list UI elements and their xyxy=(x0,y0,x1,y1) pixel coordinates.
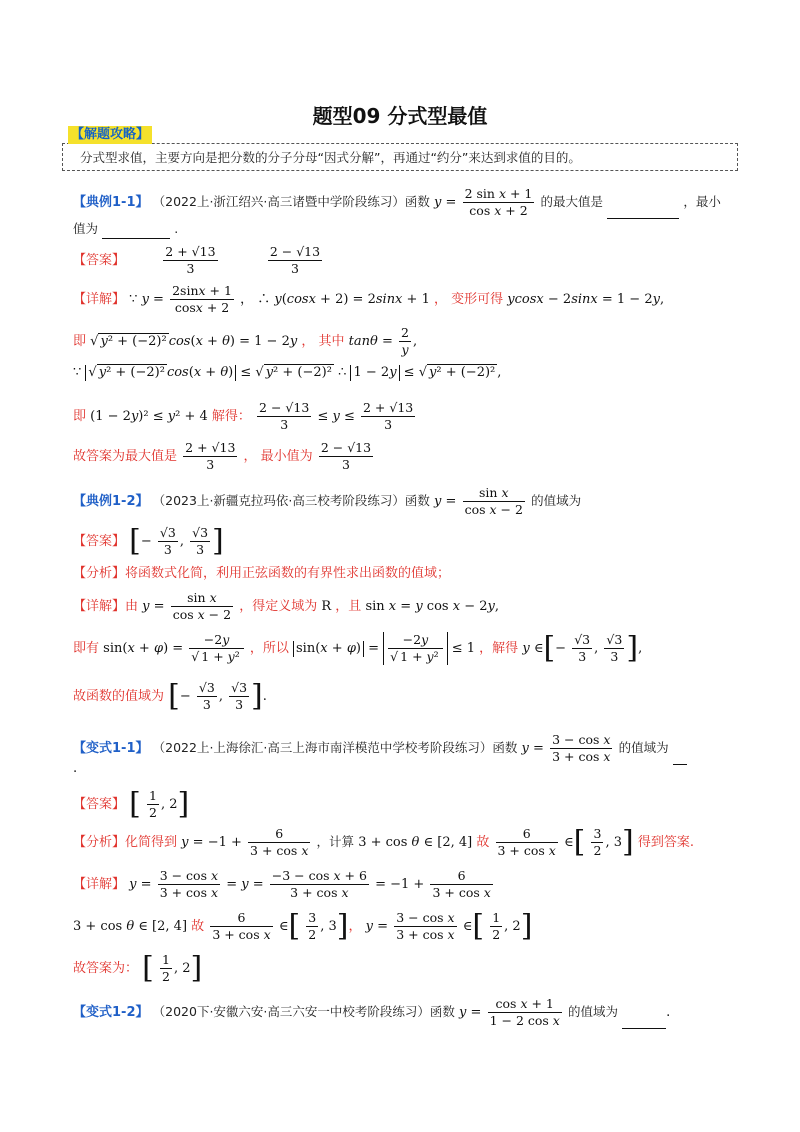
var1-tag: 【变式1-1】 xyxy=(73,741,149,756)
ex1-final: 故答案为最大值是 $\frac{2 + √13}{3}$ ， 最小值为 $\frac{2 - √13}{3}$ xyxy=(73,440,372,472)
var1-answer: 【答案】 [ $\frac{1}{2}$ , 2] xyxy=(73,786,190,822)
ex2-answer: 【答案】 [− $\frac{√3}{3}$ , $\frac{√3}{3}$ ] xyxy=(73,523,224,559)
ex2-detail-2: 即有 sin(x + φ) = $\frac{-2y}{\text{√ 1 + y²}}$ ，所以 sin(x + φ) = $\frac{-2y}{\text{√ 1 + y²}}$ ≤ 1 ，解得 y ∈[− $\frac{√3}{3}$ , $\frac{√3}{3}$ ], xyxy=(73,630,643,666)
ex2-final-text: 故函数的值域为 xyxy=(73,689,165,704)
ex1-answer: 【答案】 $\frac{2 + √13}{3}$ $\frac{2 - √13}{3}$ xyxy=(73,244,321,276)
var1-blank xyxy=(673,750,687,765)
ex1-question: 【典例1-1】 （2022上·浙江绍兴·高三诸暨中学阶段练习）函数 y = $\frac{\text{2 sin x + 1}}{\text{cos x + 2}}$ 的最大值是 ，最小 xyxy=(73,186,721,218)
tip-text: 分式型求值，主要方向是把分数的分子分母“因式分解”，再通过“约分”来达到求值的目的。 xyxy=(80,150,581,165)
var1-detail-1: 【详解】 y = $\frac{\text{3 − cos x}}{\text{3 + cos x}}$ = y = $\frac{\text{−3 − cos x + 6}}{\text{3 + cos x}}$ = −1 + $\frac{6}{\text{3 + cos x}}$ xyxy=(73,868,491,900)
var1-question: 【变式1-1】 （2022上·上海徐汇·高三上海市南洋模范中学校考阶段练习）函数 y = $\frac{\text{3 − cos x}}{\text{3 + cos x}}$ 的值域为 xyxy=(73,732,687,765)
ex1-answer-tag: 【答案】 xyxy=(73,253,126,268)
ex2-detail-2b: ，所以 xyxy=(249,641,289,656)
var1-answer-tag: 【答案】 xyxy=(73,797,126,812)
var2-question: 【变式1-2】 （2020下·安徽六安·高三六安一中校考阶段练习）函数 y = $\frac{\text{cos x + 1}}{\text{1 − 2 cos x}}$ 的值域为 . xyxy=(73,996,671,1028)
var2-source: （2020下·安徽六安·高三六安一中校考阶段练习）函数 xyxy=(152,1004,455,1019)
ex2-analysis xyxy=(73,565,450,583)
var1-q-end: 的值域为 xyxy=(618,740,669,755)
ex1-q-mid: 的最大值是 xyxy=(540,194,604,209)
ex2-detail-1: 【详解】由 y = $\frac{\text{sin x}}{\text{cos x − 2}}$ ，得定义域为 R ，且 sin x = y cos x − 2y, xyxy=(73,590,499,622)
ex1-question-line2 xyxy=(73,220,178,239)
ex2-detail-tag: 【详解】 xyxy=(73,599,126,614)
var1-detail-2a: 故 xyxy=(191,919,205,934)
var2-blank xyxy=(622,1014,666,1029)
ex1-detail-1-text: 变形可得 xyxy=(451,292,504,307)
ex1-blank-max xyxy=(607,204,679,219)
ex1-formula: $\frac{\text{2 sin x + 1}}{\text{cos x + 2}}$ xyxy=(464,186,533,218)
var1-detail-tag: 【详解】 xyxy=(73,877,126,892)
ex1-detail-2-mid: 其中 xyxy=(318,334,345,349)
ex1-detail-tag: 【详解】 xyxy=(73,292,126,307)
var1-final-text: 故答案为： xyxy=(73,961,139,976)
page-title: 题型09 分式型最值 xyxy=(312,104,488,128)
var1-dot: . xyxy=(73,761,78,776)
ex2-final: 故函数的值域为 [− $\frac{√3}{3}$ , $\frac{√3}{3}$ ]. xyxy=(73,678,267,714)
ex2-detail-2c: ，解得 xyxy=(479,641,519,656)
ex1-blank-min xyxy=(102,224,170,239)
ex1-q-end3: . xyxy=(174,221,179,236)
var1-analysis-a: 化简得到 xyxy=(125,835,178,850)
var2-tag: 【变式1-2】 xyxy=(73,1005,149,1020)
ex1-source: （2022上·浙江绍兴·高三诸暨中学阶段练习）函数 xyxy=(152,194,430,209)
var1-detail-2: 3 + cos θ ∈ [2, 4] 故 $\frac{6}{\text{3 + cos x}}$ ∈[ $\frac{3}{2}$ , 3]， y = $\frac{\text{3 − cos x}}{\text{3 + cos x}}$ ∈[ $\frac{1}{2}$ , 2] xyxy=(73,908,533,944)
ex2-question: 【典例1-2】 （2023上·新疆克拉玛依·高三校考阶段练习）函数 y = $\frac{\text{sin x}}{\text{cos x − 2}}$ 的值域为 xyxy=(73,485,582,517)
var1-source: （2022上·上海徐汇·高三上海市南洋模范中学校考阶段练习）函数 xyxy=(152,740,518,755)
ex1-detail-2: 即 √ y² + (−2)² cos(x + θ) = 1 − 2y ， 其中 tanθ = $\frac{2}{y}$ , xyxy=(73,325,418,357)
var1-analysis-b: ，计算 xyxy=(316,834,355,849)
ex2-detail-1a: 由 xyxy=(125,599,139,614)
var1-analysis-c: 故 xyxy=(476,835,490,850)
ex1-detail-4: 即 (1 − 2y)² ≤ y² + 4 解得： $\frac{2 - √13}{3}$ ≤ y ≤ $\frac{2 + √13}{3}$ xyxy=(73,400,414,432)
ex1-detail-2-pre: 即 xyxy=(73,334,87,349)
ex1-final-mid: ， 最小值为 xyxy=(243,449,313,464)
ex2-detail-2a: 即有 xyxy=(73,641,100,656)
ex2-source: （2023上·新疆克拉玛依·高三校考阶段练习）函数 xyxy=(152,493,430,508)
ex1-tag: 【典例1-1】 xyxy=(73,195,149,210)
ex1-detail-4-mid: 解得： xyxy=(211,409,251,424)
ex2-analysis-tag: 【分析】 xyxy=(73,566,126,581)
var1-analysis-tag: 【分析】 xyxy=(73,835,126,850)
ex2-detail-1b: ，得定义域为 xyxy=(239,599,318,614)
var2-q-end: 的值域为 xyxy=(568,1004,619,1019)
ex1-q-end1: ，最小 xyxy=(683,194,721,209)
ex1-q-end2: 值为 xyxy=(73,221,99,236)
ex1-detail-4-pre: 即 xyxy=(73,409,87,424)
ex1-final-pre: 故答案为最大值是 xyxy=(73,449,178,464)
var1-final: 故答案为： [ $\frac{1}{2}$ , 2] xyxy=(73,950,203,986)
ex2-analysis-text: 将函数式化简，利用正弦函数的有界性求出函数的值域； xyxy=(125,566,451,581)
ex1-detail-3: ∵ √ y² + (−2)² cos(x + θ) ≤ √ y² + (−2)² ∴ 1 − 2y ≤ √ y² + (−2)² , xyxy=(73,364,502,380)
tip-tag: 【解题攻略】 xyxy=(68,126,152,144)
var1-analysis: 【分析】化简得到 y = −1 + $\frac{6}{\text{3 + cos x}}$ ，计算 3 + cos θ ∈ [2, 4] 故 $\frac{6}{\text{3 + cos x}}$ ∈[ $\frac{3}{2}$ , 3] 得到答案. xyxy=(73,824,694,860)
var2-q-dot: . xyxy=(666,1005,671,1020)
ex2-tag: 【典例1-2】 xyxy=(73,494,149,509)
ex1-detail-1: 【详解】 ∵ y = $\frac{2\sin x + 1}{\cos x + 2}$ ， ∴ y(cosx + 2) = 2sinx + 1 ， 变形可得 ycosx − 2sinx = 1 − 2y, xyxy=(73,283,665,315)
var1-analysis-d: 得到答案. xyxy=(637,835,694,850)
ex2-answer-tag: 【答案】 xyxy=(73,534,126,549)
ex2-detail-1c: ，且 xyxy=(335,599,362,614)
ex2-q-end: 的值域为 xyxy=(531,493,582,508)
